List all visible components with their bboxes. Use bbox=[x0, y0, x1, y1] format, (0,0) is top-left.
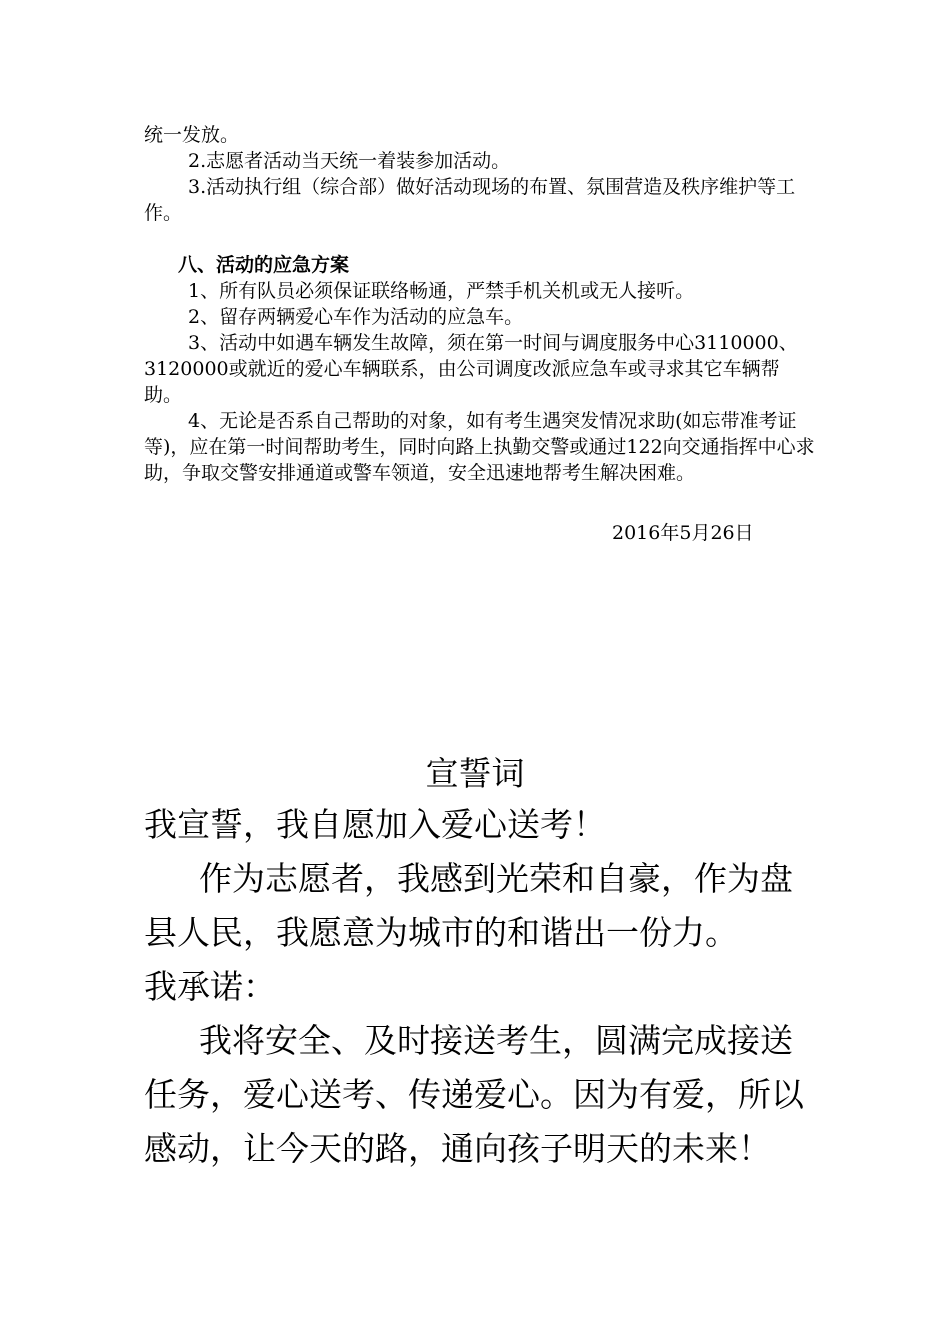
emergency-item-3: 3、活动中如遇车辆发生故障，须在第一时间与调度服务中心3110000、3120000或就近的爱心车辆联系，由公司调度改派应急车或寻求其它车辆帮助。 bbox=[144, 332, 798, 406]
emergency-item-2: 2、留存两辆爱心车作为活动的应急车。 bbox=[188, 306, 524, 328]
oath-line-pledge: 我宣誓，我自愿加入爱心送考！ bbox=[144, 805, 606, 844]
paragraph-distribution-end: 统一发放。 bbox=[144, 124, 240, 146]
item-site-arrangement: 3.活动执行组（综合部）做好活动现场的布置、氛围营造及秩序维护等工作。 bbox=[144, 176, 796, 224]
oath-text bbox=[144, 798, 816, 1176]
document-date: 2016年5月26日 bbox=[612, 522, 754, 544]
emergency-item-4: 4、无论是否系自己帮助的对象，如有考生遇突发情况求助(如忘带准考证等)，应在第一时间帮助考生，同时向路上执勤交警或通过122向交通指挥中心求助，争取交警安排通道或警车领道，安全迅速地帮考生解决困难。 bbox=[144, 410, 815, 484]
oath-paragraph-volunteer: 作为志愿者，我感到光荣和自豪，作为盘县人民，我愿意为城市的和谐出一份力。 bbox=[144, 859, 793, 952]
oath-line-promise: 我承诺： bbox=[144, 967, 276, 1006]
section-heading-emergency-plan: 八、活动的应急方案 bbox=[178, 254, 350, 276]
emergency-item-1: 1、所有队员必须保证联络畅通，严禁手机关机或无人接听。 bbox=[188, 280, 695, 302]
item-uniform: 2.志愿者活动当天统一着装参加活动。 bbox=[188, 150, 511, 172]
activity-plan-section bbox=[144, 122, 816, 486]
oath-title: 宣誓词 bbox=[425, 754, 525, 793]
oath-paragraph-commitment: 我将安全、及时接送考生，圆满完成接送任务，爱心送考、传递爱心。因为有爱，所以感动，让今天的路，通向孩子明天的未来！ bbox=[144, 1021, 804, 1168]
